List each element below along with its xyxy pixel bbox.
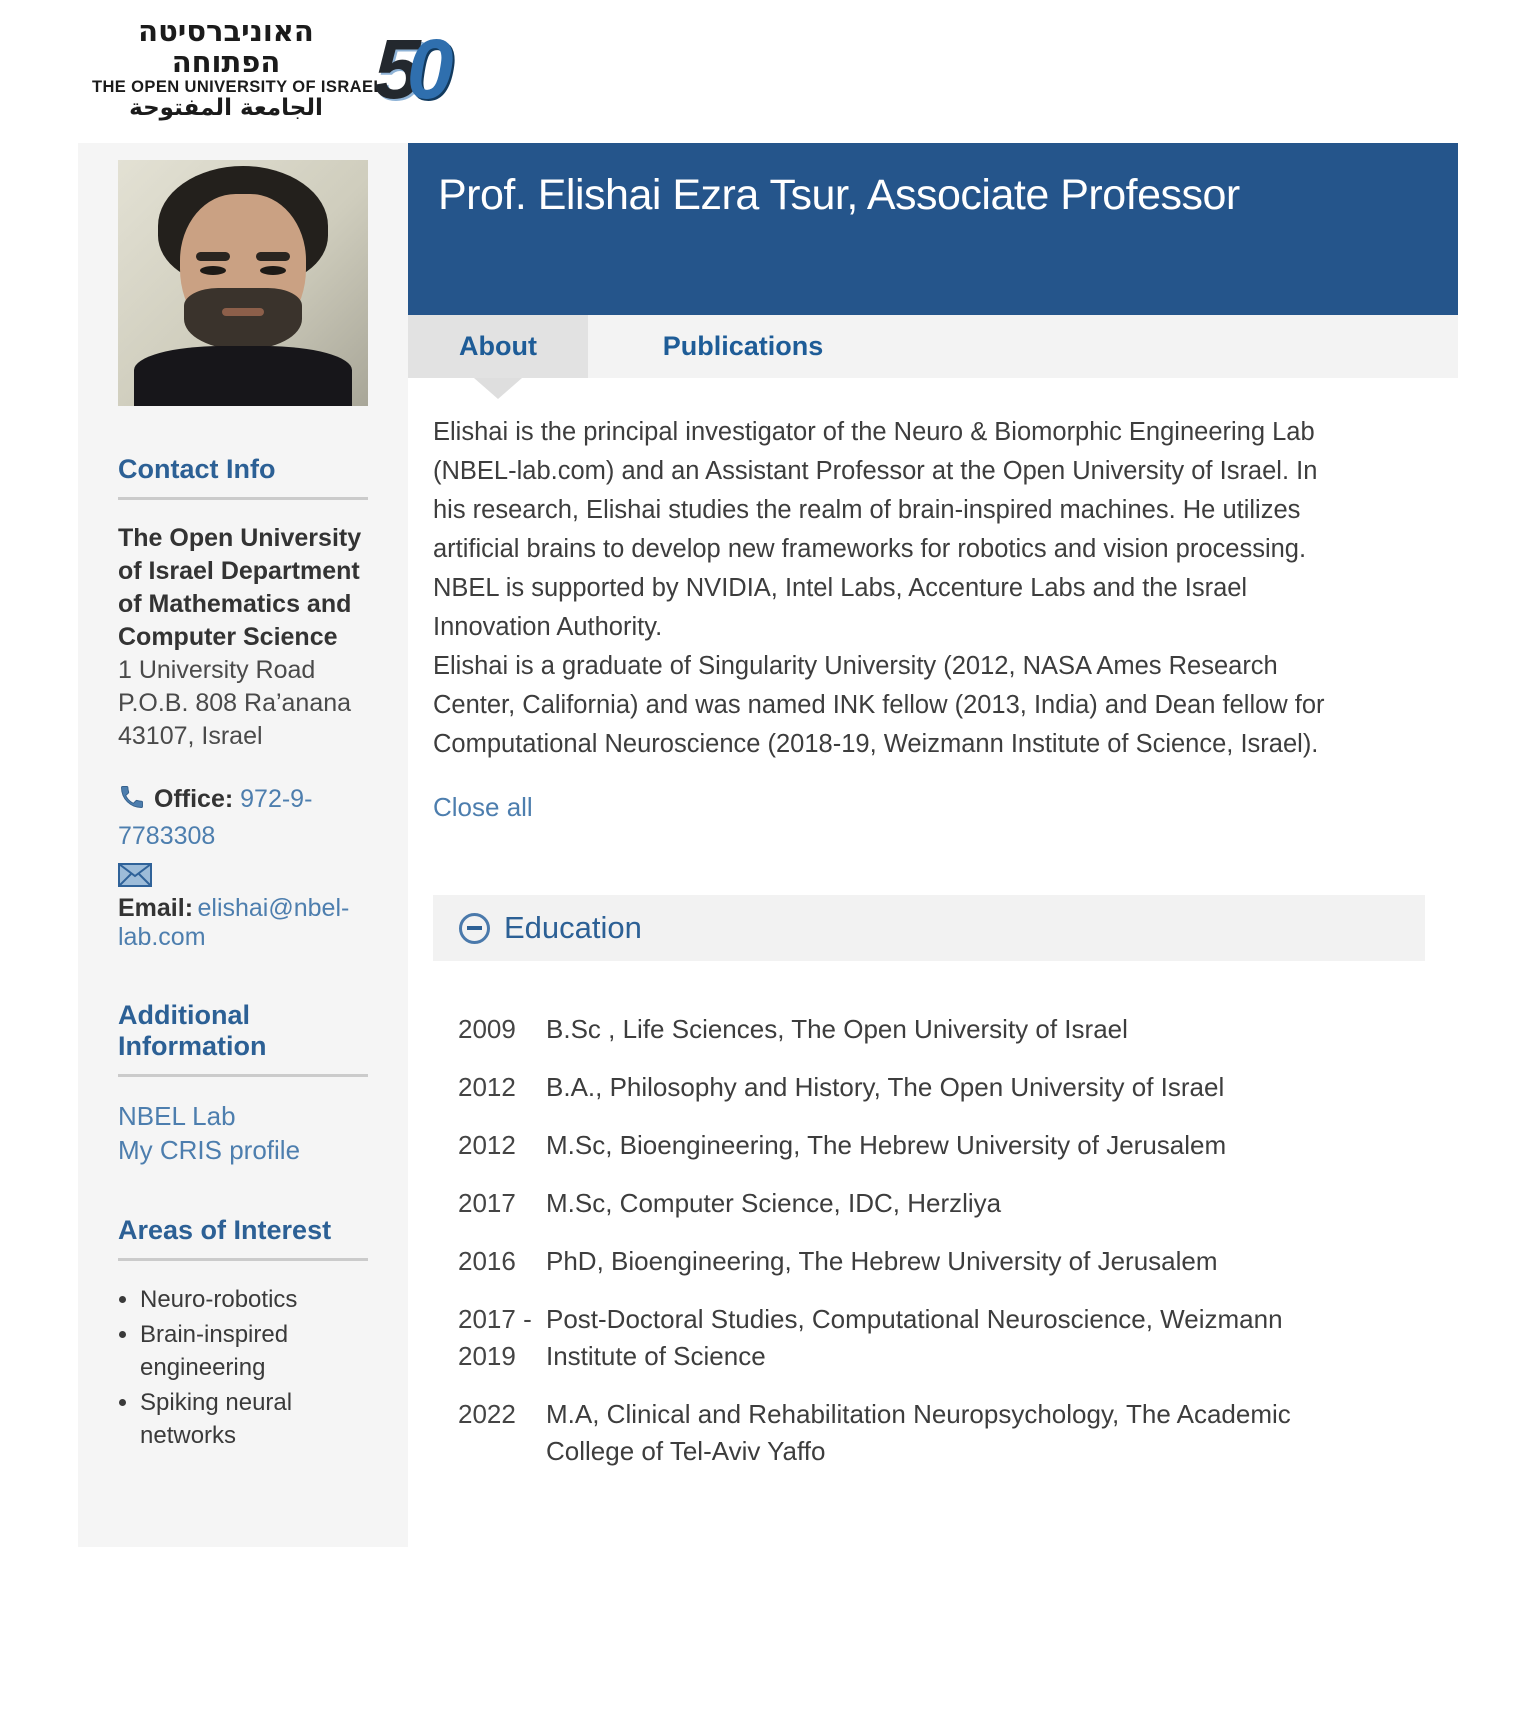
education-year: 2009 [458,1014,516,1044]
profile-photo [118,160,368,406]
education-row [458,1396,1428,1470]
page-title-banner [408,143,1458,315]
bio-paragraph-1: Elishai is the principal investigator of the Neuro & Biomorphic Engineering Lab (NBEL-lab.com) and an Assistant Professor at the Open University of Israel. In his research, Elishai studies the realm of brain-inspired machines. He utilizes artificial brains to develop new frameworks for robotics and vision processing. NBEL is supported by NVIDIA, Intel Labs, Accenture Labs and the Israel Innovation Authority. [433,418,1318,641]
bio-paragraph-2: Elishai is a graduate of Singularity University (2012, NASA Ames Research Center, California) and was named INK fellow (2013, India) and Dean fellow for Computational Neuroscience (2018-19, Weizmann Institute of Science, Israel). [433,652,1325,758]
education-year: 2016 [458,1246,516,1276]
active-tab-notch [474,378,522,399]
close-all-link[interactable]: Close all [433,792,533,822]
office-label: Office: [154,785,234,814]
email-line [118,863,368,952]
office-phone-line [118,783,368,853]
areas-of-interest-heading: Areas of Interest [118,1215,368,1261]
logo-hebrew-name: האוניברסיטה הפתוחה [138,14,314,80]
education-row [458,1243,1428,1280]
interest-item: • Spiking neural networks [140,1386,368,1452]
education-row [458,1185,1428,1222]
main-column [408,143,1458,1491]
interest-item: • Neuro-robotics [140,1283,368,1316]
education-desc: M.A, Clinical and Rehabilitation Neuropsychology, The Academic College of Tel-Aviv Yaffo [546,1399,1291,1466]
interest-list [140,1283,368,1452]
logo-english-name: THE OPEN UNIVERSITY OF ISRAEL [92,77,384,96]
contact-info-section [118,454,368,952]
education-row [458,1301,1428,1375]
education-year: 2012 [458,1130,516,1160]
email-link[interactable]: elishai@nbel-lab.com [118,894,350,952]
university-logo[interactable] [92,16,453,121]
about-content [408,413,1458,1470]
education-desc: Post-Doctoral Studies, Computational Neuroscience, Weizmann Institute of Science [546,1304,1283,1371]
affiliation-text: The Open University of Israel Department of Mathematics and Computer Science [118,524,362,652]
education-row [458,1069,1428,1106]
education-year: 2017 [458,1188,516,1218]
office-phone-link[interactable]: 972-9-7783308 [118,785,313,851]
additional-information-section [118,1000,368,1167]
tab-about[interactable]: About [408,315,588,378]
areas-of-interest-section [118,1215,368,1452]
education-section-header[interactable] [433,895,1425,961]
tab-publications[interactable]: Publications [662,331,824,361]
page-title: Prof. Elishai Ezra Tsur, Associate Professor [438,171,1240,219]
education-desc: PhD, Bioengineering, The Hebrew University of Jerusalem [546,1246,1218,1276]
education-row [458,1011,1428,1048]
tab-bar [408,315,1458,378]
education-year: 2022 [458,1399,516,1429]
address-line-2: P.O.B. 808 Ra’anana 43107, Israel [118,689,352,751]
university-logo-text [92,14,384,122]
cris-profile-link[interactable]: My CRIS profile [118,1135,301,1166]
email-icon [118,863,368,892]
logo-arabic-name: الجامعة المفتوحة [129,95,323,122]
phone-icon [118,783,146,820]
anniversary-50-icon: 50 [374,21,440,116]
collapse-minus-icon[interactable] [459,913,490,944]
education-desc: M.Sc, Computer Science, IDC, Herzliya [546,1188,1002,1218]
sidebar [78,143,408,1547]
contact-info-heading: Contact Info [118,454,368,500]
education-row [458,1127,1428,1164]
additional-information-heading: Additional Information [118,1000,368,1077]
education-table [433,1011,1428,1470]
education-year: 2017 - 2019 [458,1304,532,1371]
education-desc: B.A., Philosophy and History, The Open University of Israel [546,1072,1225,1102]
nbel-lab-link[interactable]: NBEL Lab [118,1101,236,1132]
education-section-title: Education [504,910,642,945]
address-line-1: 1 University Road [118,656,316,685]
education-desc: B.Sc , Life Sciences, The Open University of Israel [546,1014,1128,1044]
email-label: Email: [118,894,194,923]
interest-item: • Brain-inspired engineering [140,1318,368,1384]
education-year: 2012 [458,1072,516,1102]
education-desc: M.Sc, Bioengineering, The Hebrew University of Jerusalem [546,1130,1227,1160]
